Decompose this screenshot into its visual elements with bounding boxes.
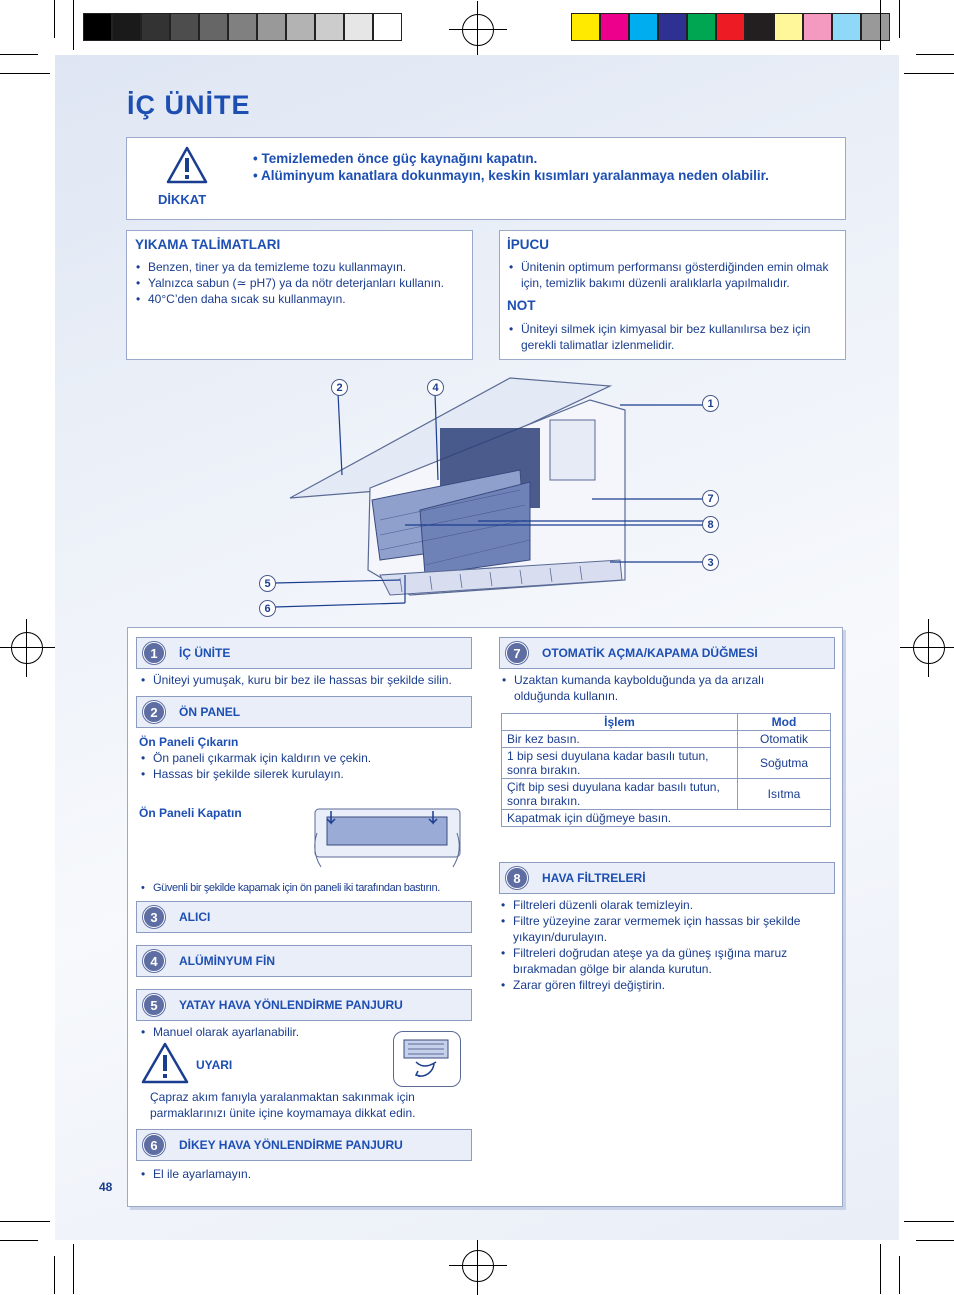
crop-mark: [73, 1244, 74, 1294]
crop-mark: [916, 1240, 954, 1241]
section-title: ÖN PANEL: [179, 705, 241, 719]
close-panel-illustration: [305, 803, 465, 873]
remove-panel-title: Ön Paneli Çıkarın: [139, 735, 239, 749]
section-number: 3: [143, 906, 165, 928]
section-3-header: [136, 901, 472, 933]
callout-6: 6: [259, 600, 276, 617]
caution-item: • Temizlemeden önce güç kaynağını kapatın.: [253, 151, 538, 166]
louver-adjust-illustration: [393, 1031, 461, 1087]
washing-item: • Yalnızca sabun (≃ pH7) ya da nötr deterjanları kullanın.: [134, 275, 464, 291]
tip-item: • Ünitenin optimum performansı gösterdiğinden emin olmak için, temizlik bakımı düzenli aralıklarla yapılmalıdır.: [507, 259, 837, 291]
washing-item: • 40°C’den daha sıcak su kullanmayın.: [134, 291, 464, 307]
section-8-list: [499, 897, 824, 993]
crop-mark: [899, 0, 900, 38]
table-row: [502, 748, 831, 779]
section-7-header: [499, 637, 835, 669]
section-number: 8: [506, 867, 528, 889]
table-cell: Isıtma: [738, 779, 831, 810]
registration-mark: [462, 1250, 494, 1282]
crop-mark: [880, 0, 881, 50]
caution-item: • Alüminyum kanatlara dokunmayın, keskin kısımları yaralanmaya neden olabilir.: [253, 168, 769, 183]
section-number: 1: [143, 642, 165, 664]
section-5-list: [139, 1024, 389, 1040]
callout-3: 3: [702, 554, 719, 571]
table-cell: 1 bip sesi duyulana kadar basılı tutun, sonra bırakın.: [502, 748, 738, 779]
crop-mark: [899, 1256, 900, 1294]
washing-list: [134, 259, 464, 307]
crop-mark: [54, 0, 55, 38]
grayscale-bar: [83, 13, 402, 41]
table-cell: Bir kez basın.: [502, 731, 738, 748]
close-panel-item: • Güvenli bir şekilde kapamak için ön paneli iki tarafından bastırın.: [139, 880, 471, 896]
crop-mark: [73, 0, 74, 50]
crop-mark: [0, 73, 50, 74]
caution-list: [253, 150, 833, 184]
section-4-header: [136, 945, 472, 977]
section-2-header: [136, 696, 472, 728]
section-number: 4: [143, 950, 165, 972]
section-1-header: [136, 637, 472, 669]
remove-panel-list: [139, 750, 469, 782]
crop-mark: [904, 1221, 954, 1222]
warning-triangle-icon: [141, 1042, 189, 1084]
section-title: ALÜMİNYUM FİN: [179, 954, 275, 968]
tip-list: [507, 259, 837, 291]
table-header: İşlem: [502, 714, 738, 731]
table-row: [502, 731, 831, 748]
washing-title: YIKAMA TALİMATLARI: [135, 237, 281, 252]
table-row: [502, 810, 831, 827]
section-8-item: • Filtreleri düzenli olarak temizleyin.: [499, 897, 824, 913]
warning-text: Çapraz akım fanıyla yaralanmaktan sakınmak için parmaklarınızı ünite içine koymamaya dikkat edin.: [150, 1090, 416, 1120]
callout-8: 8: [702, 516, 719, 533]
section-1-item: • Üniteyi yumuşak, kuru bir bez ile hassas bir şekilde silin.: [139, 672, 469, 688]
mode-table: [501, 713, 831, 827]
warning-label: UYARI: [196, 1058, 233, 1072]
section-title: İÇ ÜNİTE: [179, 646, 231, 660]
close-panel-list: [139, 880, 471, 896]
section-number: 6: [143, 1134, 165, 1156]
crop-mark: [0, 1221, 50, 1222]
note-item: • Üniteyi silmek için kimyasal bir bez kullanılırsa bez için gerekli talimatlar izlenmelidir.: [507, 321, 837, 353]
section-6-list: [139, 1166, 469, 1182]
registration-mark: [462, 14, 494, 46]
section-title: ALICI: [179, 910, 211, 924]
registration-mark: [11, 632, 43, 664]
crop-mark: [54, 1256, 55, 1294]
section-title: YATAY HAVA YÖNLENDİRME PANJURU: [179, 998, 403, 1012]
section-8-item: • Zarar gören filtreyi değiştirin.: [499, 977, 824, 993]
table-cell: Otomatik: [738, 731, 831, 748]
table-cell: Soğutma: [738, 748, 831, 779]
section-1-list: [139, 672, 469, 688]
section-number: 2: [143, 701, 165, 723]
close-panel-title: Ön Paneli Kapatın: [139, 806, 242, 820]
page-number: 48: [99, 1180, 113, 1194]
washing-item: • Benzen, tiner ya da temizleme tozu kullanmayın.: [134, 259, 464, 275]
crop-mark: [880, 1244, 881, 1294]
crop-mark: [916, 54, 954, 55]
callout-leader-lines: [250, 375, 730, 620]
section-title: HAVA FİLTRELERİ: [542, 871, 646, 885]
section-8-item: • Filtre yüzeyine zarar vermemek için hassas bir şekilde yıkayın/durulayın.: [499, 913, 824, 945]
registration-mark: [913, 632, 945, 664]
section-7-list: [500, 672, 800, 704]
callout-2: 2: [331, 379, 348, 396]
section-5-item: • Manuel olarak ayarlanabilir.: [139, 1024, 389, 1040]
section-number: 5: [143, 994, 165, 1016]
section-number: 7: [506, 642, 528, 664]
section-7-item: • Uzaktan kumanda kaybolduğunda ya da arızalı olduğunda kullanın.: [500, 672, 800, 704]
remove-panel-item: • Ön paneli çıkarmak için kaldırın ve çekin.: [139, 750, 469, 766]
table-header: Mod: [738, 714, 831, 731]
note-list: [507, 321, 837, 353]
crop-mark: [0, 1240, 38, 1241]
tip-title: İPUCU: [507, 237, 550, 252]
note-title: NOT: [507, 298, 536, 313]
page-title: İÇ ÜNİTE: [127, 90, 251, 120]
section-title: OTOMATİK AÇMA/KAPAMA DÜĞMESİ: [542, 646, 758, 660]
crop-mark: [904, 73, 954, 74]
crop-mark: [0, 54, 38, 55]
caution-label: DİKKAT: [158, 192, 207, 207]
color-bar: [571, 13, 890, 41]
table-footer-cell: Kapatmak için düğmeye basın.: [502, 810, 831, 827]
callout-7: 7: [702, 490, 719, 507]
section-6-item: • El ile ayarlamayın.: [139, 1166, 469, 1182]
callout-4: 4: [427, 379, 444, 396]
callout-1: 1: [702, 395, 719, 412]
table-cell: Çift bip sesi duyulana kadar basılı tutun, sonra bırakın.: [502, 779, 738, 810]
section-title: DİKEY HAVA YÖNLENDİRME PANJURU: [179, 1138, 403, 1152]
callout-5: 5: [259, 575, 276, 592]
table-header-row: [502, 714, 831, 731]
section-8-header: [499, 862, 835, 894]
section-8-item: • Filtreleri doğrudan ateşe ya da güneş ışığına maruz bırakmadan gölge bir alanda kurutun.: [499, 945, 824, 977]
section-5-header: [136, 989, 472, 1021]
table-row: [502, 779, 831, 810]
remove-panel-item: • Hassas bir şekilde silerek kurulayın.: [139, 766, 469, 782]
section-6-header: [136, 1129, 472, 1161]
warning-triangle-icon: [166, 146, 208, 184]
